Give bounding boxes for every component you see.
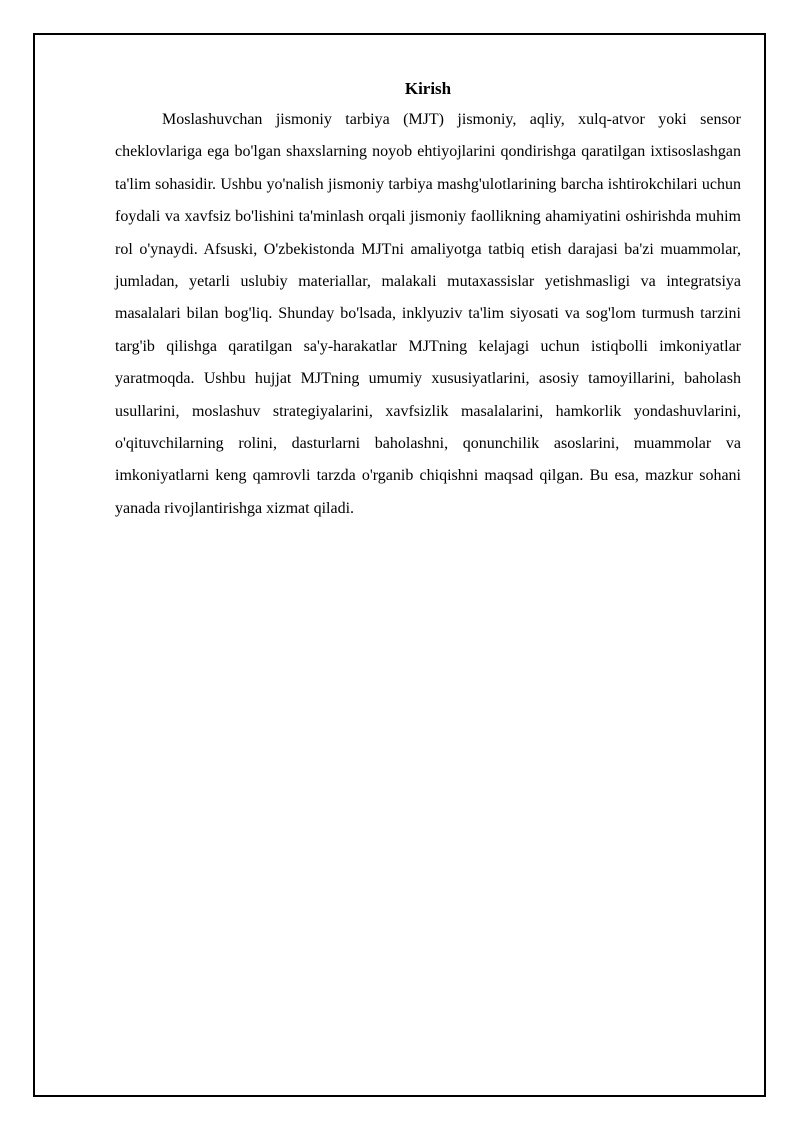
document-body <box>115 74 741 525</box>
introduction-paragraph: Moslashuvchan jismoniy tarbiya (MJT) jismoniy, aqliy, xulq-atvor yoki sensor cheklovlariga ega bo'lgan shaxslarning noyob ehtiyojlarini qondirishga qaratilgan ixtisoslashgan ta'lim sohasidir. Ushbu yo'nalish jismoniy tarbiya mashg'ulotlarining barcha ishtirokchilari uchun foydali va xavfsiz bo'lishini ta'minlash orqali jismoniy faollikning ahamiyatini oshirishda muhim rol o'ynaydi. Afsuski, O'zbekistonda MJTni amaliyotga tatbiq etish darajasi ba'zi muammolar, jumladan, yetarli uslubiy materiallar, malakali mutaxassislar yetishmasligi va integratsiya masalalari bilan bog'liq. Shunday bo'lsada, inklyuziv ta'lim siyosati va sog'lom turmush tarzini targ'ib qilishga qaratilgan sa'y-harakatlar MJTning kelajagi uchun istiqbolli imkoniyatlar yaratmoqda. Ushbu hujjat MJTning umumiy xususiyatlarini, asosiy tamoyillarini, baholash usullarini, moslashuv strategiyalarini, xavfsizlik masalalarini, hamkorlik yondashuvlarini, o'qituvchilarning rolini, dasturlarni baholashni, qonunchilik asoslarini, muammolar va imkoniyatlarni keng qamrovli tarzda o'rganib chiqishni maqsad qilgan. Bu esa, mazkur sohani yanada rivojlantirishga xizmat qiladi. <box>115 111 741 517</box>
document-title: Kirish <box>404 79 452 98</box>
